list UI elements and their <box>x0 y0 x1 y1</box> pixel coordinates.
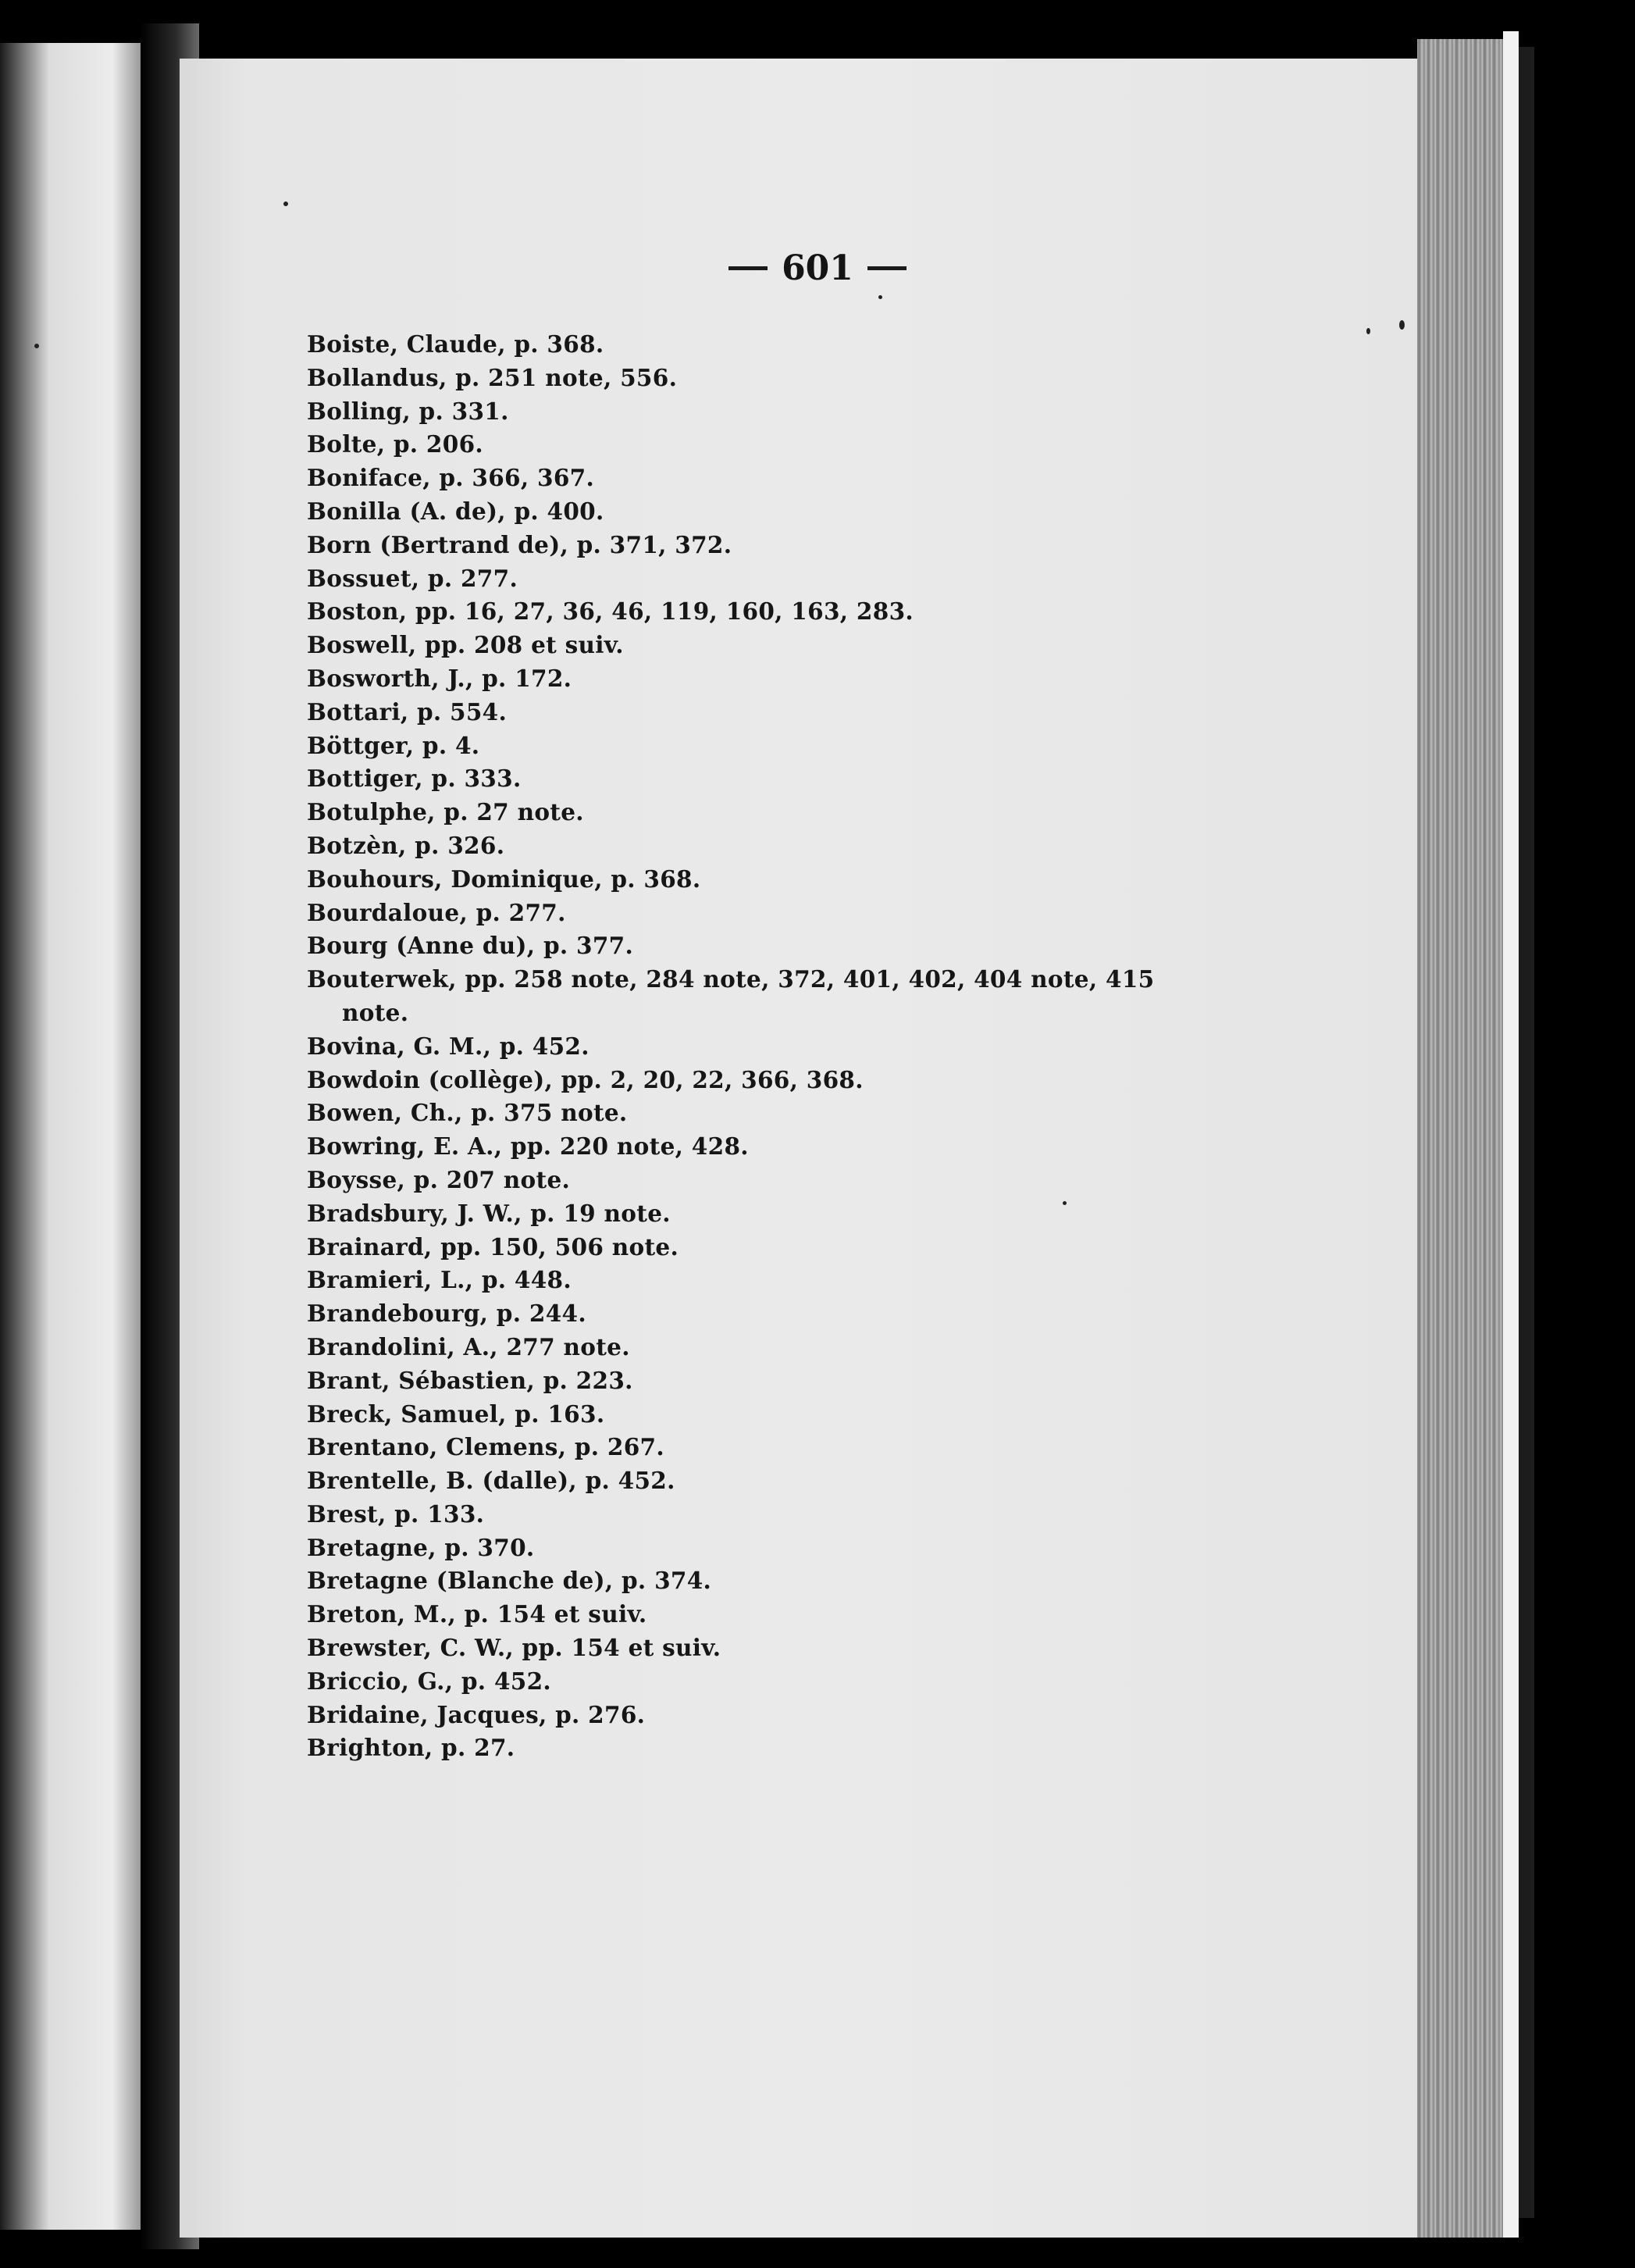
page-edge-highlight <box>1503 31 1519 2238</box>
scan-speck <box>1366 328 1370 334</box>
index-entry: Born (Bertrand de), p. 371, 372. <box>307 530 732 558</box>
index-entry: Bouhours, Dominique, p. 368. <box>307 865 701 893</box>
scan-speck <box>878 295 882 299</box>
index-entry: Brewster, C. W., pp. 154 et suiv. <box>307 1634 721 1662</box>
index-entry: Bretagne (Blanche de), p. 374. <box>307 1567 712 1595</box>
index-entry: Breck, Samuel, p. 163. <box>307 1400 605 1428</box>
index-entry: Breton, M., p. 154 et suiv. <box>307 1600 647 1628</box>
index-entry: Brainard, pp. 150, 506 note. <box>307 1232 679 1261</box>
index-entry: Brighton, p. 27. <box>307 1734 515 1762</box>
header-dash-left <box>728 266 768 270</box>
index-entry: Bowring, E. A., pp. 220 note, 428. <box>307 1132 749 1161</box>
page-header <box>0 248 1635 288</box>
index-entry: Brant, Sébastien, p. 223. <box>307 1366 633 1394</box>
index-entry: Bourdaloue, p. 277. <box>307 898 566 926</box>
index-entry: Brest, p. 133. <box>307 1500 485 1528</box>
index-entry: Bolling, p. 331. <box>307 397 509 425</box>
index-entry: Bradsbury, J. W., p. 19 note. <box>307 1199 671 1227</box>
index-entry: Bottari, p. 554. <box>307 697 508 726</box>
facing-page-edge <box>0 43 141 2230</box>
index-entry: Boston, pp. 16, 27, 36, 46, 119, 160, 163, 283. <box>307 597 914 626</box>
index-entry: Brandebourg, p. 244. <box>307 1300 586 1328</box>
header-dash-right <box>867 266 907 270</box>
page-edge-shadow <box>1519 47 1534 2218</box>
index-entry: Bovina, G. M., p. 452. <box>307 1032 590 1060</box>
index-entry: Bonilla (A. de), p. 400. <box>307 497 604 525</box>
index-entry: Brandolini, A., 277 note. <box>307 1332 630 1360</box>
index-entry: Boysse, p. 207 note. <box>307 1165 571 1193</box>
index-entries <box>307 328 1400 1765</box>
scan-speck <box>1399 320 1405 330</box>
page-edges-stack <box>1417 39 1511 2238</box>
index-entry: Bridaine, Jacques, p. 276. <box>307 1700 646 1728</box>
index-entry: Bretagne, p. 370. <box>307 1533 535 1561</box>
index-entry: Boiste, Claude, p. 368. <box>307 330 604 358</box>
index-entry: Brentelle, B. (dalle), p. 452. <box>307 1467 675 1495</box>
scan-speck <box>283 201 288 206</box>
index-entry: Bourg (Anne du), p. 377. <box>307 932 634 960</box>
index-entry-continuation: note. <box>342 998 409 1026</box>
index-entry: Briccio, G., p. 452. <box>307 1667 551 1695</box>
index-entry: Bottiger, p. 333. <box>307 765 522 793</box>
index-entry: Bramieri, L., p. 448. <box>307 1266 572 1294</box>
page-number: 601 <box>782 248 853 288</box>
index-entry: Böttger, p. 4. <box>307 731 480 759</box>
index-entry: Bolte, p. 206. <box>307 430 483 458</box>
index-entry: Bouterwek, pp. 258 note, 284 note, 372, 401, 402, 404 note, 415 <box>307 965 1155 993</box>
index-entry: Botzèn, p. 326. <box>307 831 505 859</box>
scan-speck <box>1063 1201 1067 1205</box>
index-entry: Bowdoin (collège), pp. 2, 20, 22, 366, 368. <box>307 1065 864 1093</box>
index-entry: Bowen, Ch., p. 375 note. <box>307 1099 628 1127</box>
index-entry: Bossuet, p. 277. <box>307 564 518 592</box>
index-entry: Brentano, Clemens, p. 267. <box>307 1433 664 1461</box>
scan-speck <box>34 344 39 348</box>
index-entry: Boswell, pp. 208 et suiv. <box>307 631 624 659</box>
index-entry: Boniface, p. 366, 367. <box>307 464 595 492</box>
index-entry: Botulphe, p. 27 note. <box>307 798 584 826</box>
index-entry: Bosworth, J., p. 172. <box>307 664 572 692</box>
index-entry: Bollandus, p. 251 note, 556. <box>307 363 678 391</box>
